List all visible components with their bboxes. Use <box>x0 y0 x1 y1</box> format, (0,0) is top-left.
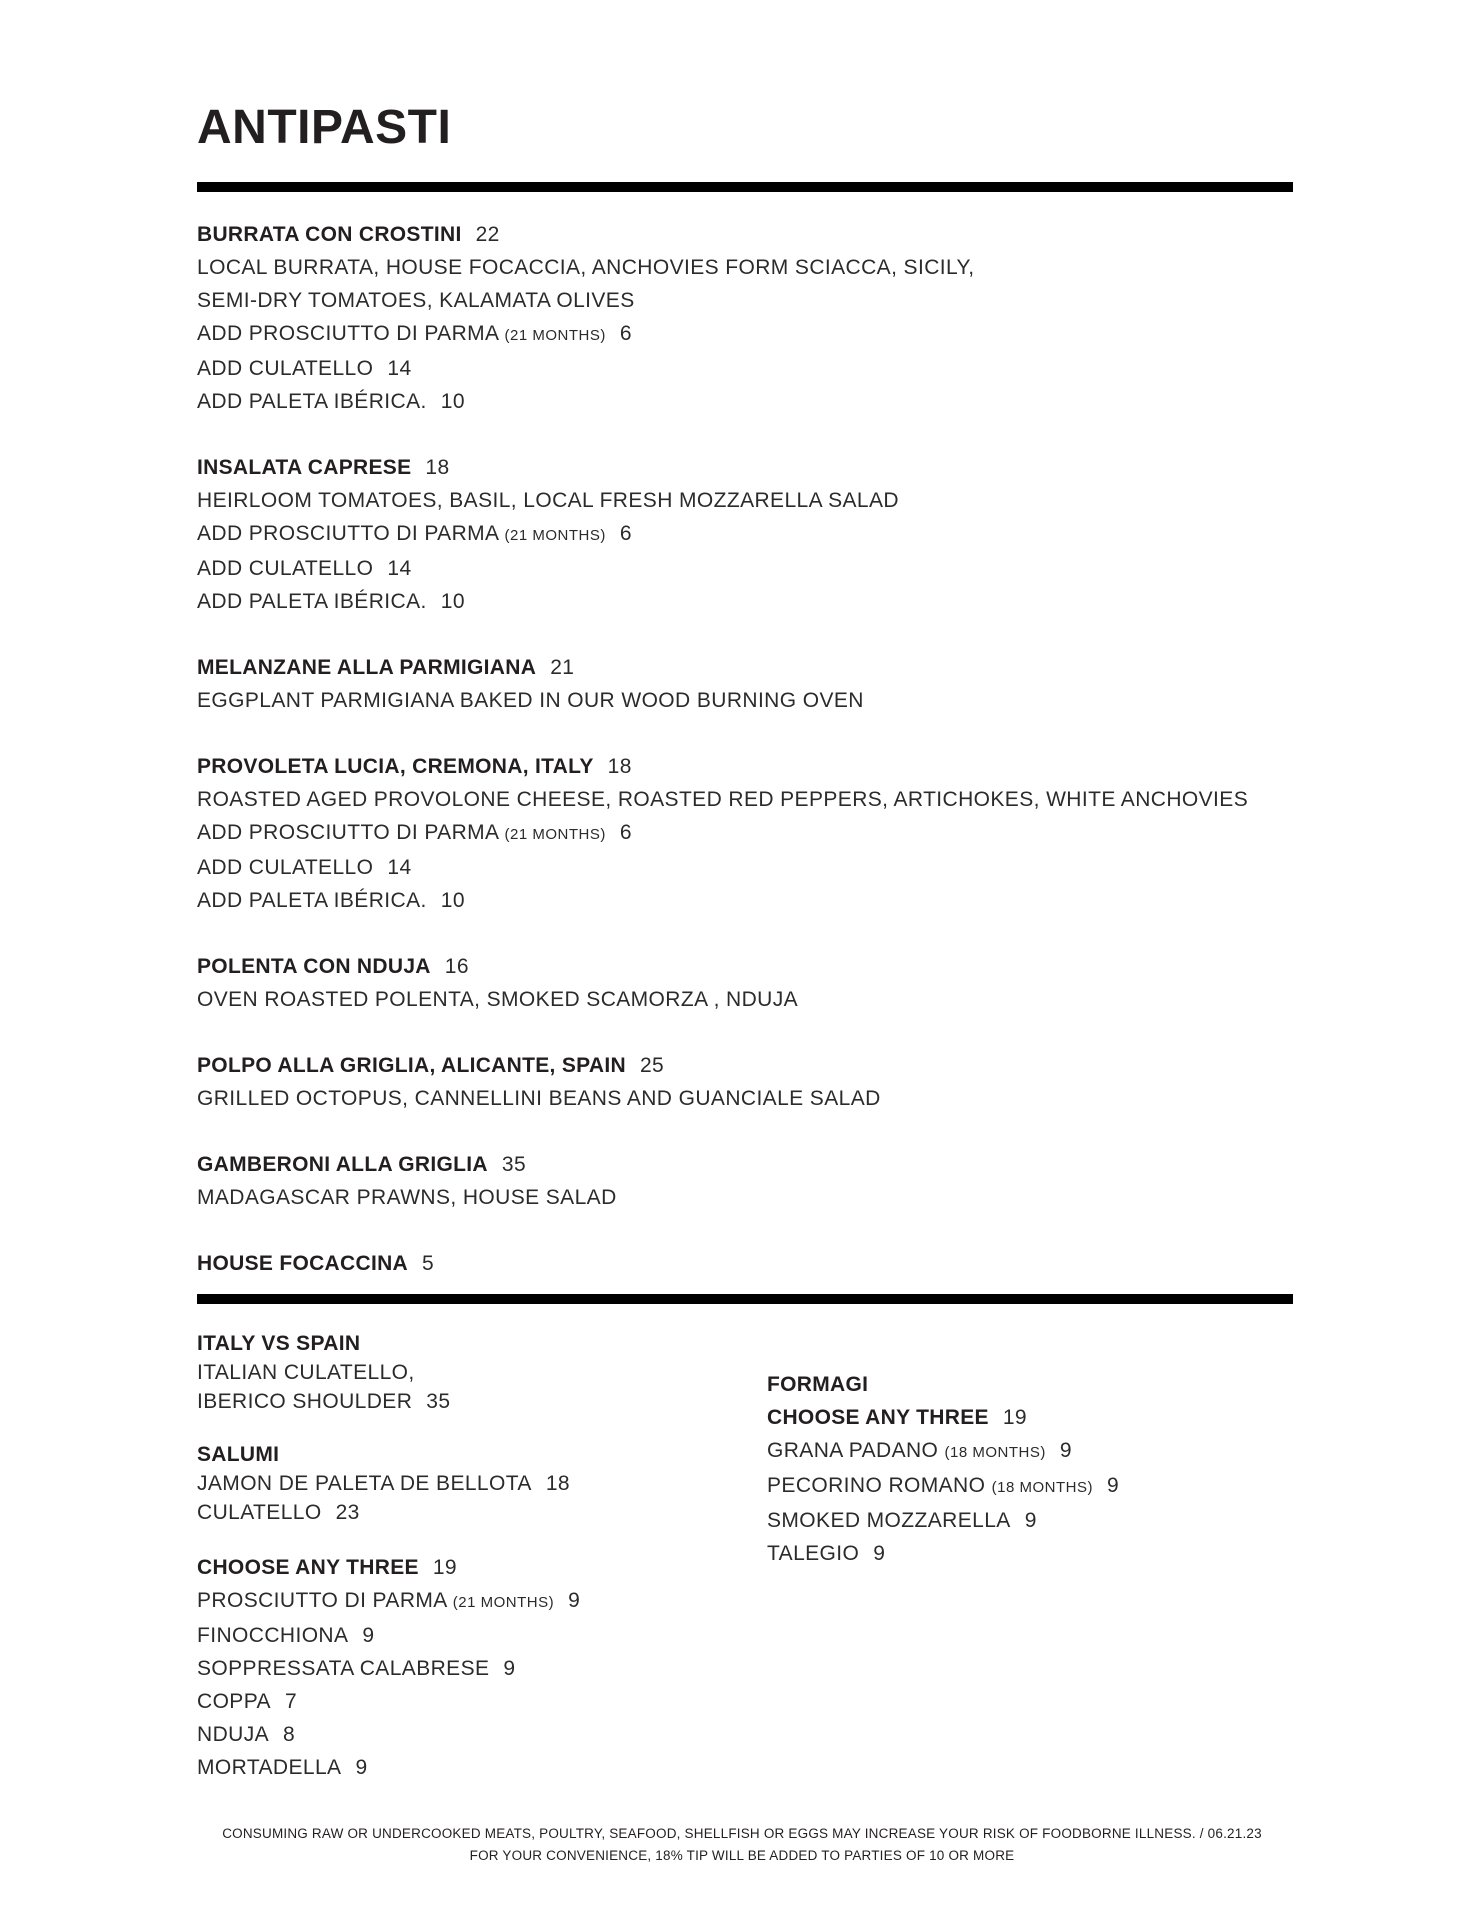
menu-item-header <box>197 451 1293 484</box>
addon-label: ADD PALETA IBÉRICA. <box>197 590 427 613</box>
menu-item-header <box>197 950 1293 983</box>
formagi-choice-label: PECORINO ROMANO <box>767 1474 986 1497</box>
formagi-choice-price: 9 <box>873 1542 886 1565</box>
salumi-choice-price: 9 <box>568 1589 581 1612</box>
salumi-choice-note: (21 MONTHS) <box>452 1594 555 1611</box>
addon-price: 14 <box>387 856 412 879</box>
salumi-choice <box>197 1652 717 1685</box>
addon-price: 10 <box>440 889 465 912</box>
addon-label: ADD CULATELLO <box>197 557 374 580</box>
salumi-choose-list <box>197 1584 717 1784</box>
addon-line <box>197 352 1293 385</box>
menu-item <box>197 651 1293 717</box>
menu-item-header <box>197 651 1293 684</box>
addon-label: ADD PROSCIUTTO DI PARMA <box>197 522 499 545</box>
addon-line <box>197 385 1293 418</box>
salumi-choice <box>197 1718 717 1751</box>
left-column <box>197 1329 717 1808</box>
addon-price: 6 <box>619 522 632 545</box>
addon-price: 14 <box>387 357 412 380</box>
menu-item-name: HOUSE FOCACCINA <box>197 1252 409 1275</box>
addon-price: 6 <box>619 322 632 345</box>
price: 19 <box>1002 1406 1028 1429</box>
salumi-choice-price: 9 <box>362 1624 375 1647</box>
salumi-choice-price: 9 <box>503 1657 516 1680</box>
middle-divider <box>197 1294 1293 1304</box>
formagi-list <box>767 1434 1287 1570</box>
addon-line <box>197 884 1293 917</box>
italy-vs-spain-title: ITALY VS SPAIN <box>197 1332 361 1355</box>
salumi-item <box>197 1498 717 1527</box>
salumi-item-price: 18 <box>545 1472 570 1495</box>
menu-item-price: 16 <box>444 955 469 978</box>
formagi-subtitle: CHOOSE ANY THREE 19 <box>767 1406 1028 1429</box>
salumi-item-price: 23 <box>335 1501 360 1524</box>
salumi-choice-label: FINOCCHIONA <box>197 1624 349 1647</box>
menu-item-price: 5 <box>422 1252 435 1275</box>
salumi-choice-price: 9 <box>355 1756 368 1779</box>
salumi-choice-label: SOPPRESSATA CALABRESE <box>197 1657 490 1680</box>
menu-item <box>197 1247 1293 1280</box>
menu-item-header <box>197 1148 1293 1181</box>
menu-item <box>197 451 1293 618</box>
menu-item-price: 18 <box>607 755 632 778</box>
salumi-item-label: JAMON DE PALETA DE BELLOTA <box>197 1472 532 1495</box>
salumi-choice <box>197 1751 717 1784</box>
menu-item-description: HEIRLOOM TOMATOES, BASIL, LOCAL FRESH MOZZARELLA SALAD <box>197 489 899 512</box>
salumi-title: SALUMI <box>197 1443 280 1466</box>
addon-label: ADD PROSCIUTTO DI PARMA <box>197 821 499 844</box>
price: 35 <box>426 1390 451 1413</box>
menu-item-description: ROASTED AGED PROVOLONE CHEESE, ROASTED RED PEPPERS, ARTICHOKES, WHITE ANCHOVIES <box>197 788 1249 811</box>
salumi-choice-price: 8 <box>283 1723 296 1746</box>
menu-item-price: 18 <box>425 456 450 479</box>
menu-item-name: BURRATA CON CROSTINI <box>197 223 462 246</box>
addon-line <box>197 317 1293 352</box>
menu-item <box>197 750 1293 917</box>
menu-item <box>197 1049 1293 1115</box>
salumi-choice-label: COPPA <box>197 1690 271 1713</box>
menu-item-description: GRILLED OCTOPUS, CANNELLINI BEANS AND GUANCIALE SALAD <box>197 1087 881 1110</box>
addon-label: ADD PROSCIUTTO DI PARMA <box>197 322 499 345</box>
addon-price: 6 <box>619 821 632 844</box>
formagi-choice-price: 9 <box>1024 1509 1037 1532</box>
addon-label: ADD CULATELLO <box>197 357 374 380</box>
formagi-choice <box>767 1469 1287 1504</box>
italy-vs-spain-section <box>197 1329 717 1416</box>
menu-item-description: LOCAL BURRATA, HOUSE FOCACCIA, ANCHOVIES FORM SCIACCA, SICILY, <box>197 256 975 279</box>
salumi-choice-label: NDUJA <box>197 1723 270 1746</box>
page-title: ANTIPASTI <box>197 101 452 154</box>
formagi-choice <box>767 1434 1287 1469</box>
antipasti-list <box>197 218 1293 1313</box>
menu-item-price: 21 <box>550 656 575 679</box>
menu-item-name: PROVOLETA LUCIA, CREMONA, ITALY <box>197 755 594 778</box>
menu-item-header <box>197 1049 1293 1082</box>
addon-line <box>197 517 1293 552</box>
formagi-choice-note: (18 MONTHS) <box>944 1444 1046 1461</box>
salumi-choice-price: 7 <box>284 1690 298 1713</box>
addon-label: ADD PALETA IBÉRICA. <box>197 889 427 912</box>
addon-label: ADD CULATELLO <box>197 856 374 879</box>
salumi-item-label: CULATELLO <box>197 1501 322 1524</box>
italy-vs-spain-line: ITALIAN CULATELLO, <box>197 1361 415 1384</box>
menu-item-header <box>197 750 1293 783</box>
addon-price: 10 <box>440 390 465 413</box>
salumi-choice <box>197 1584 717 1619</box>
salumi-choice <box>197 1685 717 1718</box>
addon-note: (21 MONTHS) <box>504 327 606 344</box>
menu-item-name: POLPO ALLA GRIGLIA, ALICANTE, SPAIN <box>197 1054 626 1077</box>
addon-price: 10 <box>440 590 465 613</box>
menu-item-price: 25 <box>639 1054 665 1077</box>
footer-tip-note: FOR YOUR CONVENIENCE, 18% TIP WILL BE ADDED TO PARTIES OF 10 OR MORE <box>469 1848 1015 1863</box>
formagi-choice <box>767 1537 1287 1570</box>
salumi-choice-label: PROSCIUTTO DI PARMA <box>197 1589 447 1612</box>
formagi-choice <box>767 1504 1287 1537</box>
menu-item <box>197 1148 1293 1214</box>
menu-item-description: SEMI-DRY TOMATOES, KALAMATA OLIVES <box>197 289 635 312</box>
addon-price: 14 <box>387 557 412 580</box>
menu-item-description: MADAGASCAR PRAWNS, HOUSE SALAD <box>197 1186 617 1209</box>
menu-item-name: MELANZANE ALLA PARMIGIANA <box>197 656 537 679</box>
salumi-choose-section <box>197 1551 717 1784</box>
menu-item <box>197 950 1293 1016</box>
salumi-list <box>197 1469 717 1527</box>
footer-disclaimer: CONSUMING RAW OR UNDERCOOKED MEATS, POULTRY, SEAFOOD, SHELLFISH OR EGGS MAY INCREASE YOUR RISK OF FOODBORNE ILLNESS. / 06.21.23 <box>222 1826 1262 1841</box>
menu-item-name: INSALATA CAPRESE <box>197 456 412 479</box>
menu-item-price: 22 <box>475 223 500 246</box>
formagi-title: FORMAGI <box>767 1373 869 1396</box>
salumi-choose-title: CHOOSE ANY THREE 19 <box>197 1556 458 1579</box>
salumi-choice <box>197 1619 717 1652</box>
salumi-section <box>197 1440 717 1527</box>
menu-item-name: POLENTA CON NDUJA <box>197 955 431 978</box>
menu-item-description: OVEN ROASTED POLENTA, SMOKED SCAMORZA , NDUJA <box>197 988 799 1011</box>
menu-item-name: GAMBERONI ALLA GRIGLIA <box>197 1153 488 1176</box>
menu-item-price: 35 <box>501 1153 527 1176</box>
right-column <box>767 1368 1287 1570</box>
formagi-choice-price: 9 <box>1106 1474 1120 1497</box>
top-divider <box>197 182 1293 192</box>
salumi-item <box>197 1469 717 1498</box>
formagi-choice-label: GRANA PADANO <box>767 1439 939 1462</box>
addon-line <box>197 585 1293 618</box>
formagi-choice-note: (18 MONTHS) <box>991 1479 1093 1496</box>
addon-label: ADD PALETA IBÉRICA. <box>197 390 427 413</box>
menu-item-header <box>197 218 1293 251</box>
formagi-choice-label: SMOKED MOZZARELLA <box>767 1509 1011 1532</box>
menu-item-description: EGGPLANT PARMIGIANA BAKED IN OUR WOOD BURNING OVEN <box>197 689 864 712</box>
addon-line <box>197 816 1293 851</box>
addon-line <box>197 851 1293 884</box>
menu-item-header <box>197 1247 1293 1280</box>
salumi-choice-label: MORTADELLA <box>197 1756 342 1779</box>
addon-line <box>197 552 1293 585</box>
formagi-choice-label: TALEGIO <box>767 1542 860 1565</box>
addon-note: (21 MONTHS) <box>504 826 606 843</box>
italy-vs-spain-line: IBERICO SHOULDER 35 <box>197 1390 451 1413</box>
formagi-choice-price: 9 <box>1059 1439 1072 1462</box>
price: 19 <box>432 1556 458 1579</box>
menu-item <box>197 218 1293 418</box>
addon-note: (21 MONTHS) <box>504 527 606 544</box>
